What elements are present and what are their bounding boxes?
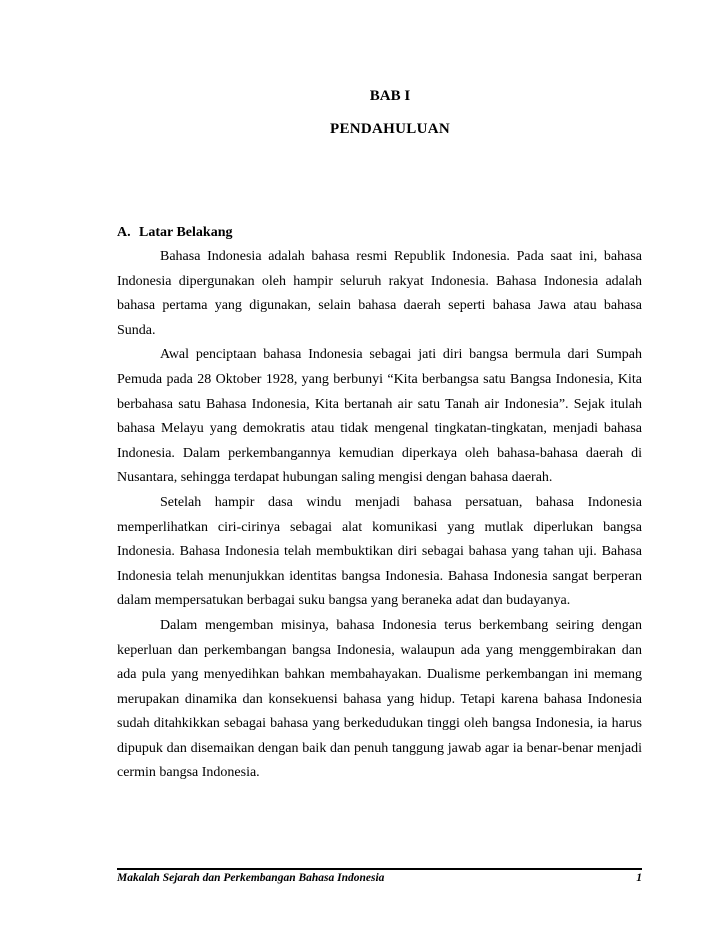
footer-title: Makalah Sejarah dan Perkembangan Bahasa Indonesia — [117, 872, 385, 884]
chapter-number: BAB I — [369, 88, 411, 104]
page-footer — [117, 868, 642, 888]
page-number: 1 — [636, 872, 642, 884]
body-text — [117, 245, 642, 786]
section-heading — [117, 225, 232, 241]
paragraph: Awal penciptaan bahasa Indonesia sebagai jati diri bangsa bermula dari Sumpah Pemuda pada 28 Oktober 1928, yang berbunyi “Kita berbangsa satu Bangsa Indonesia, Kita berbahasa satu Bahasa Indonesia, Kita bertanah air satu Tanah air Indonesia”. Sejak itulah bahasa Melayu yang demokratis atau tidak mengenal tingkatan-tingkatan, menjadi bahasa Indonesia. Dalam perkembangannya kemudian diperkaya oleh bahasa-bahasa daerah di Nusantara, sehingga terdapat hubungan saling mengisi dengan bahasa daerah. — [117, 347, 642, 486]
section-number: A. — [117, 225, 131, 240]
section-title: Latar Belakang — [139, 225, 233, 240]
paragraph: Bahasa Indonesia adalah bahasa resmi Republik Indonesia. Pada saat ini, bahasa Indonesia dipergunakan oleh hampir seluruh rakyat Indonesia. Bahasa Indonesia adalah bahasa pertama yang digunakan, selain bahasa daerah seperti bahasa Jawa atau bahasa Sunda. — [117, 249, 642, 338]
paragraph: Dalam mengemban misinya, bahasa Indonesia terus berkembang seiring dengan keperluan dan perkembangan bangsa Indonesia, walaupun ada yang menggembirakan dan ada pula yang menyedihkan bahkan membahayakan. Dualisme perkembangan ini memang merupakan dinamika dan konsekuensi bahasa yang hidup. Tetapi karena bahasa Indonesia sudah ditahkikkan sebagai bahasa yang berkedudukan tinggi oleh bangsa Indonesia, ia harus dipupuk dan disemaikan dengan baik dan penuh tanggung jawab agar ia benar-benar menjadi cermin bangsa Indonesia. — [117, 617, 642, 781]
paragraph: Setelah hampir dasa windu menjadi bahasa persatuan, bahasa Indonesia memperlihatkan ciri-cirinya sebagai alat komunikasi yang mutlak diperlukan bangsa Indonesia. Bahasa Indonesia telah membuktikan diri sebagai bahasa yang tahan uji. Bahasa Indonesia telah menunjukkan identitas bangsa Indonesia. Bahasa Indonesia sangat berperan dalam mempersatukan berbagai suku bangsa yang beraneka adat dan budayanya. — [117, 494, 642, 609]
chapter-title: PENDAHULUAN — [330, 121, 450, 137]
